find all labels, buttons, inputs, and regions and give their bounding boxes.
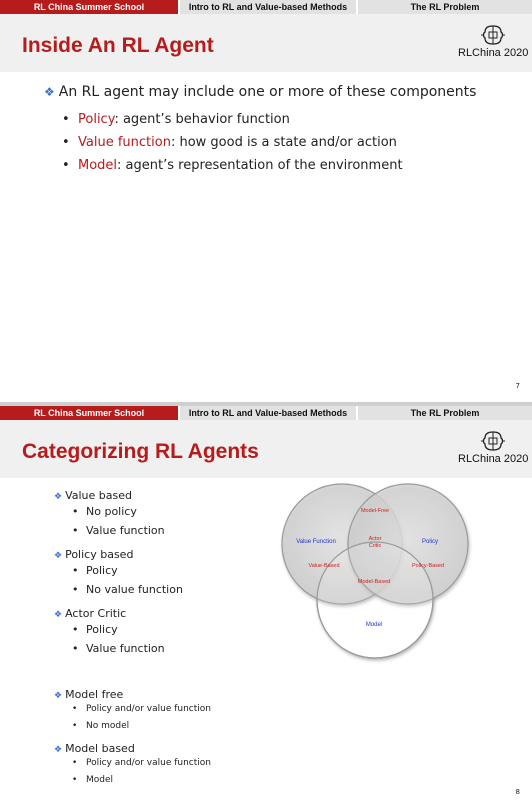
list-item-text: Policy: [86, 623, 118, 636]
slide-header: [0, 14, 532, 72]
topbar-lecture: Intro to RL and Value-based Methods: [178, 406, 356, 420]
group-model-based: [54, 742, 211, 789]
group-list: [72, 755, 211, 789]
slide-7: [0, 0, 532, 402]
group-value-based: [54, 489, 165, 540]
item-term: Model: [78, 158, 118, 173]
group-list: [72, 620, 165, 658]
group-heading-text: Model based: [65, 742, 135, 755]
list-item: [72, 772, 211, 789]
list-item: [62, 154, 403, 177]
group-heading: [54, 548, 183, 561]
bullet-icon: •: [72, 758, 78, 768]
topbar-section: The RL Problem: [356, 406, 532, 420]
list-item-text: No policy: [86, 505, 137, 518]
bullet-icon: •: [72, 721, 78, 731]
page-number: 7: [515, 382, 520, 390]
diamond-bullet-icon: ❖: [54, 691, 63, 701]
bullet-icon: •: [72, 583, 79, 596]
label-value-function: Value Function: [296, 539, 336, 545]
label-model-free: Model-Free: [360, 508, 390, 514]
list-item: [72, 701, 211, 718]
bullet-icon: •: [72, 642, 79, 655]
diamond-bullet-icon: ❖: [54, 492, 63, 502]
slide-8: [0, 406, 532, 808]
list-item: [72, 718, 211, 735]
diamond-bullet-icon: ❖: [54, 745, 63, 755]
item-desc: : how good is a state and/or action: [170, 135, 397, 150]
label-model-based: Model-Based: [357, 579, 391, 585]
label-policy: Policy: [421, 539, 439, 545]
page-number: 8: [515, 788, 520, 796]
list-item-text: Value function: [86, 524, 165, 537]
bullet-icon: •: [72, 775, 78, 785]
rl-agent-venn-diagram: [278, 454, 478, 664]
list-item: [72, 620, 165, 639]
list-item: [72, 639, 165, 658]
group-heading: [54, 688, 211, 701]
group-heading-text: Policy based: [65, 548, 134, 561]
rlchina-logo: [458, 24, 528, 59]
diamond-bullet-icon: ❖: [54, 610, 63, 620]
list-item: [62, 131, 403, 154]
group-actor-critic: [54, 607, 165, 658]
bullet-icon: •: [72, 623, 79, 636]
slide-topbar: [0, 406, 532, 420]
list-item: [72, 521, 165, 540]
slide-topbar: [0, 0, 532, 14]
list-item-text: Value function: [86, 642, 165, 655]
group-policy-based: [54, 548, 183, 599]
slide-title: Inside An RL Agent: [22, 34, 214, 57]
bullet-icon: •: [72, 524, 79, 537]
bullet-icon: •: [72, 505, 79, 518]
label-actor: Actor: [368, 536, 382, 542]
group-heading: [54, 742, 211, 755]
group-heading: [54, 607, 165, 620]
brain-chip-icon: [480, 430, 506, 452]
logo-text: RLChina 2020: [458, 47, 529, 59]
list-item-text: No value function: [86, 583, 183, 596]
diamond-bullet-icon: ❖: [44, 85, 55, 99]
group-heading-text: Model free: [65, 688, 124, 701]
intro-line: [44, 84, 476, 100]
bullet-icon: •: [62, 112, 70, 127]
logo-text: RLChina 2020: [458, 453, 529, 465]
group-heading: [54, 489, 165, 502]
group-list: [72, 701, 211, 735]
bullet-icon: •: [62, 158, 70, 173]
list-item: [72, 502, 165, 521]
list-item: [72, 755, 211, 772]
item-term: Policy: [78, 112, 115, 127]
group-list: [72, 502, 165, 540]
list-item-text: Model: [86, 775, 114, 785]
intro-text: An RL agent may include one or more of these components: [58, 84, 477, 100]
model-circle-outline: [317, 542, 433, 658]
label-value-based: Value-Based: [308, 563, 340, 569]
item-desc: : agent’s behavior function: [114, 112, 290, 127]
group-list: [72, 561, 183, 599]
label-critic: Critic: [368, 543, 382, 549]
topbar-school: RL China Summer School: [0, 0, 178, 14]
list-item-text: Policy and/or value function: [86, 758, 211, 768]
list-item-text: Policy: [86, 564, 118, 577]
component-list: [62, 108, 403, 177]
label-model: Model: [365, 622, 383, 628]
label-policy-based: Policy-Based: [411, 563, 445, 569]
bullet-icon: •: [72, 704, 78, 714]
diamond-bullet-icon: ❖: [54, 551, 63, 561]
bullet-icon: •: [72, 564, 79, 577]
topbar-school: RL China Summer School: [0, 406, 178, 420]
group-model-free: [54, 688, 211, 735]
item-desc: : agent’s representation of the environment: [117, 158, 403, 173]
slide-title: Categorizing RL Agents: [22, 440, 259, 463]
list-item: [62, 108, 403, 131]
item-term: Value function: [78, 135, 171, 150]
topbar-lecture: Intro to RL and Value-based Methods: [178, 0, 356, 14]
group-heading-text: Value based: [65, 489, 132, 502]
topbar-section: The RL Problem: [356, 0, 532, 14]
list-item: [72, 580, 183, 599]
list-item: [72, 561, 183, 580]
brain-chip-icon: [480, 24, 506, 46]
list-item-text: Policy and/or value function: [86, 704, 211, 714]
bullet-icon: •: [62, 135, 70, 150]
list-item-text: No model: [86, 721, 130, 731]
group-heading-text: Actor Critic: [65, 607, 127, 620]
